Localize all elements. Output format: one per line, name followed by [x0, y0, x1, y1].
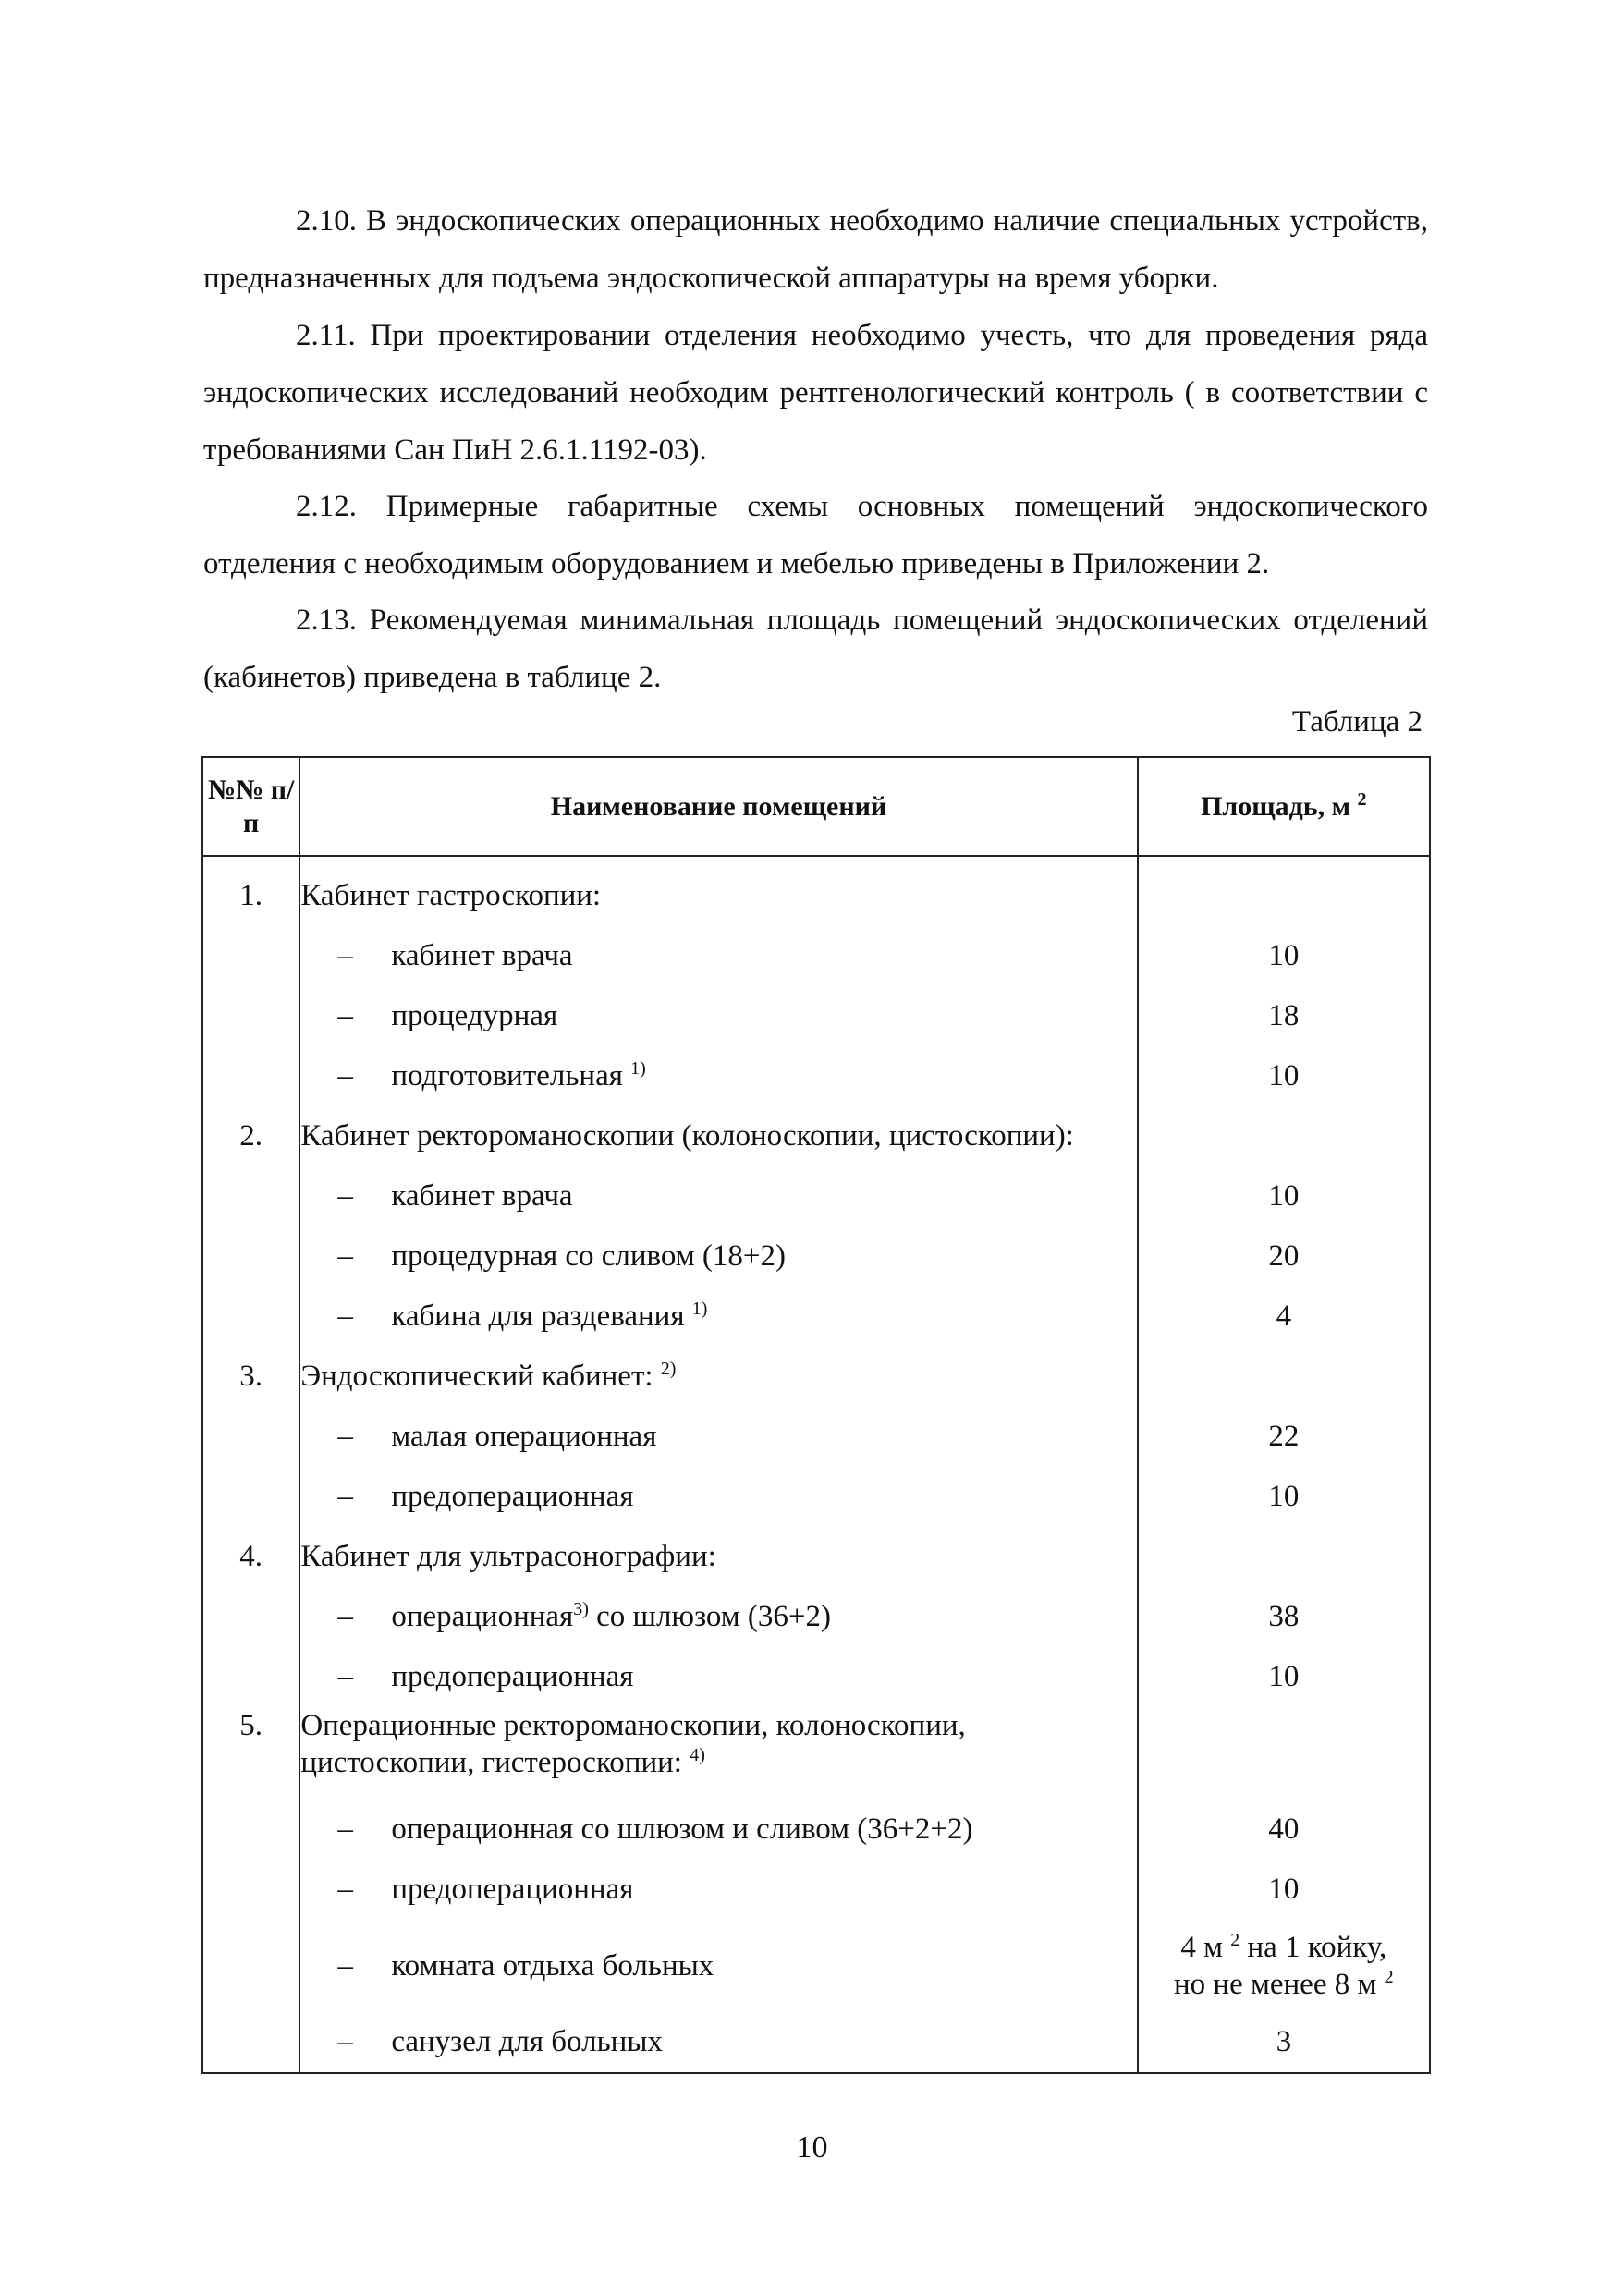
- row-area: 10: [1138, 926, 1430, 986]
- row-number-empty: [202, 1467, 299, 1527]
- room-label: предоперационная: [391, 1480, 634, 1513]
- row-area: 10: [1138, 1647, 1430, 1707]
- paragraph-2-11: 2.11. При проектировании отделения необходимо учесть, что для проведения ряда эндоскопических исследований необходим рентгенологический контроль ( в соответствии с требованиями Сан ПиН 2.6.1.1192-03).: [203, 319, 1428, 467]
- row-area: 10: [1138, 1860, 1430, 1920]
- area-line-2: [1139, 1966, 1429, 2003]
- row-room-name: [299, 1860, 1137, 1920]
- row-area: 10: [1138, 1046, 1430, 1106]
- section-title: [299, 1106, 1137, 1166]
- room-label: малая операционная: [391, 1420, 657, 1453]
- room-label: кабина для раздевания: [391, 1300, 685, 1333]
- room-label: кабинет врача: [391, 939, 573, 972]
- list-dash: –: [337, 999, 353, 1032]
- list-dash: –: [337, 1812, 353, 1846]
- row-number-empty: [202, 1166, 299, 1226]
- table-row: [202, 1046, 1430, 1106]
- row-number-empty: [202, 986, 299, 1046]
- section-area-empty: [1138, 1707, 1430, 1800]
- room-label: санузел для больных: [391, 2025, 663, 2058]
- row-area: 20: [1138, 1226, 1430, 1287]
- header-number: №№ п/п: [202, 757, 299, 856]
- area-sup: 2: [1230, 1930, 1240, 1950]
- area-text: но не менее 8 м: [1174, 1968, 1377, 2001]
- list-dash: –: [337, 1949, 353, 1983]
- rooms-area-table: [201, 756, 1431, 2074]
- room-label: процедурная со сливом (18+2): [391, 1239, 786, 1273]
- table-section-row: [202, 1106, 1430, 1166]
- row-number-empty: [202, 1407, 299, 1467]
- table-row: [202, 1287, 1430, 1347]
- list-dash: –: [337, 2025, 353, 2058]
- row-room-name: [299, 1166, 1137, 1226]
- row-number-empty: [202, 1287, 299, 1347]
- list-dash: –: [337, 1239, 353, 1273]
- section-area-empty: [1138, 856, 1430, 926]
- row-area: 3: [1138, 2012, 1430, 2073]
- row-number-empty: [202, 926, 299, 986]
- table-row: [202, 986, 1430, 1046]
- row-room-name: [299, 1467, 1137, 1527]
- table-row: [202, 1226, 1430, 1287]
- header-room-name: Наименование помещений: [299, 757, 1137, 856]
- list-dash: –: [337, 939, 353, 972]
- paragraph-2-12: 2.12. Примерные габаритные схемы основных помещений эндоскопического отделения с необходимым оборудованием и мебелью приведены в Приложении 2.: [203, 490, 1428, 580]
- row-room-name: [299, 1287, 1137, 1347]
- row-area: 22: [1138, 1407, 1430, 1467]
- row-room-name: [299, 1046, 1137, 1106]
- row-room-name: [299, 1226, 1137, 1287]
- list-dash: –: [337, 1300, 353, 1333]
- row-number-empty: [202, 2012, 299, 2073]
- room-label: предоперационная: [391, 1660, 634, 1693]
- room-label: предоперационная: [391, 1873, 634, 1906]
- list-dash: –: [337, 1660, 353, 1693]
- table-body: [202, 856, 1430, 2073]
- table-row: [202, 1920, 1430, 2012]
- list-dash: –: [337, 1873, 353, 1906]
- table-row: [202, 1800, 1430, 1860]
- row-room-name: [299, 1920, 1137, 2012]
- section-title: [299, 1527, 1137, 1587]
- row-room-name: [299, 2012, 1137, 2073]
- row-number-empty: [202, 1647, 299, 1707]
- table-header-row: [202, 757, 1430, 856]
- area-sup: 2: [1384, 1967, 1394, 1987]
- area-text: на 1 койку,: [1239, 1931, 1387, 1964]
- section-number: 3.: [202, 1347, 299, 1407]
- section-title-text: Эндоскопический кабинет:: [300, 1360, 653, 1393]
- row-room-name: [299, 1800, 1137, 1860]
- header-area-label: Площадь, м: [1201, 790, 1351, 822]
- row-room-name: [299, 926, 1137, 986]
- row-area: 10: [1138, 1166, 1430, 1226]
- row-room-name: [299, 1647, 1137, 1707]
- row-room-name: [299, 986, 1137, 1046]
- row-number-empty: [202, 1800, 299, 1860]
- room-label: операционная со шлюзом и сливом (36+2+2): [391, 1812, 973, 1846]
- room-footnote: 1): [691, 1299, 708, 1319]
- section-title-text: Кабинет ректороманоскопии (колоноскопии, цистоскопии):: [300, 1119, 1074, 1153]
- table-row: [202, 2012, 1430, 2073]
- row-area: 40: [1138, 1800, 1430, 1860]
- area-text: 4 м: [1180, 1931, 1223, 1964]
- table-section-row: [202, 1527, 1430, 1587]
- room-footnote: 1): [630, 1058, 646, 1079]
- list-dash: –: [337, 1480, 353, 1513]
- header-area-sup: 2: [1357, 788, 1367, 810]
- area-line-1: [1139, 1929, 1429, 1966]
- section-title-text: Кабинет гастроскопии:: [300, 879, 602, 912]
- section-area-empty: [1138, 1347, 1430, 1407]
- section-title: [299, 1347, 1137, 1407]
- room-label: комната отдыха больных: [391, 1949, 714, 1983]
- page-number: 10: [796, 2130, 828, 2165]
- room-label-tail: со шлюзом (36+2): [588, 1600, 832, 1633]
- room-label: операционная: [391, 1600, 574, 1633]
- room-label: кабинет врача: [391, 1179, 573, 1213]
- table-row: [202, 1587, 1430, 1647]
- section-number: 5.: [202, 1707, 299, 1800]
- row-room-name: [299, 1407, 1137, 1467]
- row-number-empty: [202, 1046, 299, 1106]
- table-caption: Таблица 2: [1291, 705, 1423, 738]
- table-section-row: [202, 1707, 1430, 1800]
- row-area: [1138, 1920, 1430, 2012]
- section-title: [299, 1707, 1137, 1800]
- list-dash: –: [337, 1420, 353, 1453]
- section-number: 1.: [202, 856, 299, 926]
- row-area: 10: [1138, 1467, 1430, 1527]
- room-label: процедурная: [391, 999, 558, 1032]
- section-area-empty: [1138, 1527, 1430, 1587]
- row-area: 18: [1138, 986, 1430, 1046]
- row-number-empty: [202, 1860, 299, 1920]
- list-dash: –: [337, 1179, 353, 1213]
- table-row: [202, 926, 1430, 986]
- table-section-row: [202, 856, 1430, 926]
- paragraph-2-13: 2.13. Рекомендуемая минимальная площадь помещений эндоскопических отделений (кабинетов) приведена в таблице 2.: [203, 604, 1428, 694]
- row-room-name: [299, 1587, 1137, 1647]
- section-title-text: Операционные ректороманоскопии, колоноскопии, цистоскопии, гистероскопии:: [300, 1709, 966, 1779]
- table-row: [202, 1166, 1430, 1226]
- list-dash: –: [337, 1059, 353, 1092]
- table-row: [202, 1860, 1430, 1920]
- row-area: 38: [1138, 1587, 1430, 1647]
- section-title-text: Кабинет для ультрасонографии:: [300, 1540, 716, 1573]
- section-title-footnote: 4): [690, 1745, 705, 1765]
- row-number-empty: [202, 1226, 299, 1287]
- row-number-empty: [202, 1920, 299, 2012]
- room-footnote: 3): [573, 1599, 589, 1619]
- section-number: 2.: [202, 1106, 299, 1166]
- row-area: 4: [1138, 1287, 1430, 1347]
- table-section-row: [202, 1347, 1430, 1407]
- table-row: [202, 1407, 1430, 1467]
- table-row: [202, 1647, 1430, 1707]
- table-row: [202, 1467, 1430, 1527]
- paragraph-2-10: 2.10. В эндоскопических операционных необходимо наличие специальных устройств, предназначенных для подъема эндоскопической аппаратуры на время уборки.: [203, 204, 1428, 295]
- room-label: подготовительная: [391, 1059, 623, 1092]
- row-number-empty: [202, 1587, 299, 1647]
- section-title-footnote: 2): [660, 1359, 677, 1379]
- list-dash: –: [337, 1600, 353, 1633]
- section-title: [299, 856, 1137, 926]
- header-area: [1138, 757, 1430, 856]
- section-number: 4.: [202, 1527, 299, 1587]
- section-area-empty: [1138, 1106, 1430, 1166]
